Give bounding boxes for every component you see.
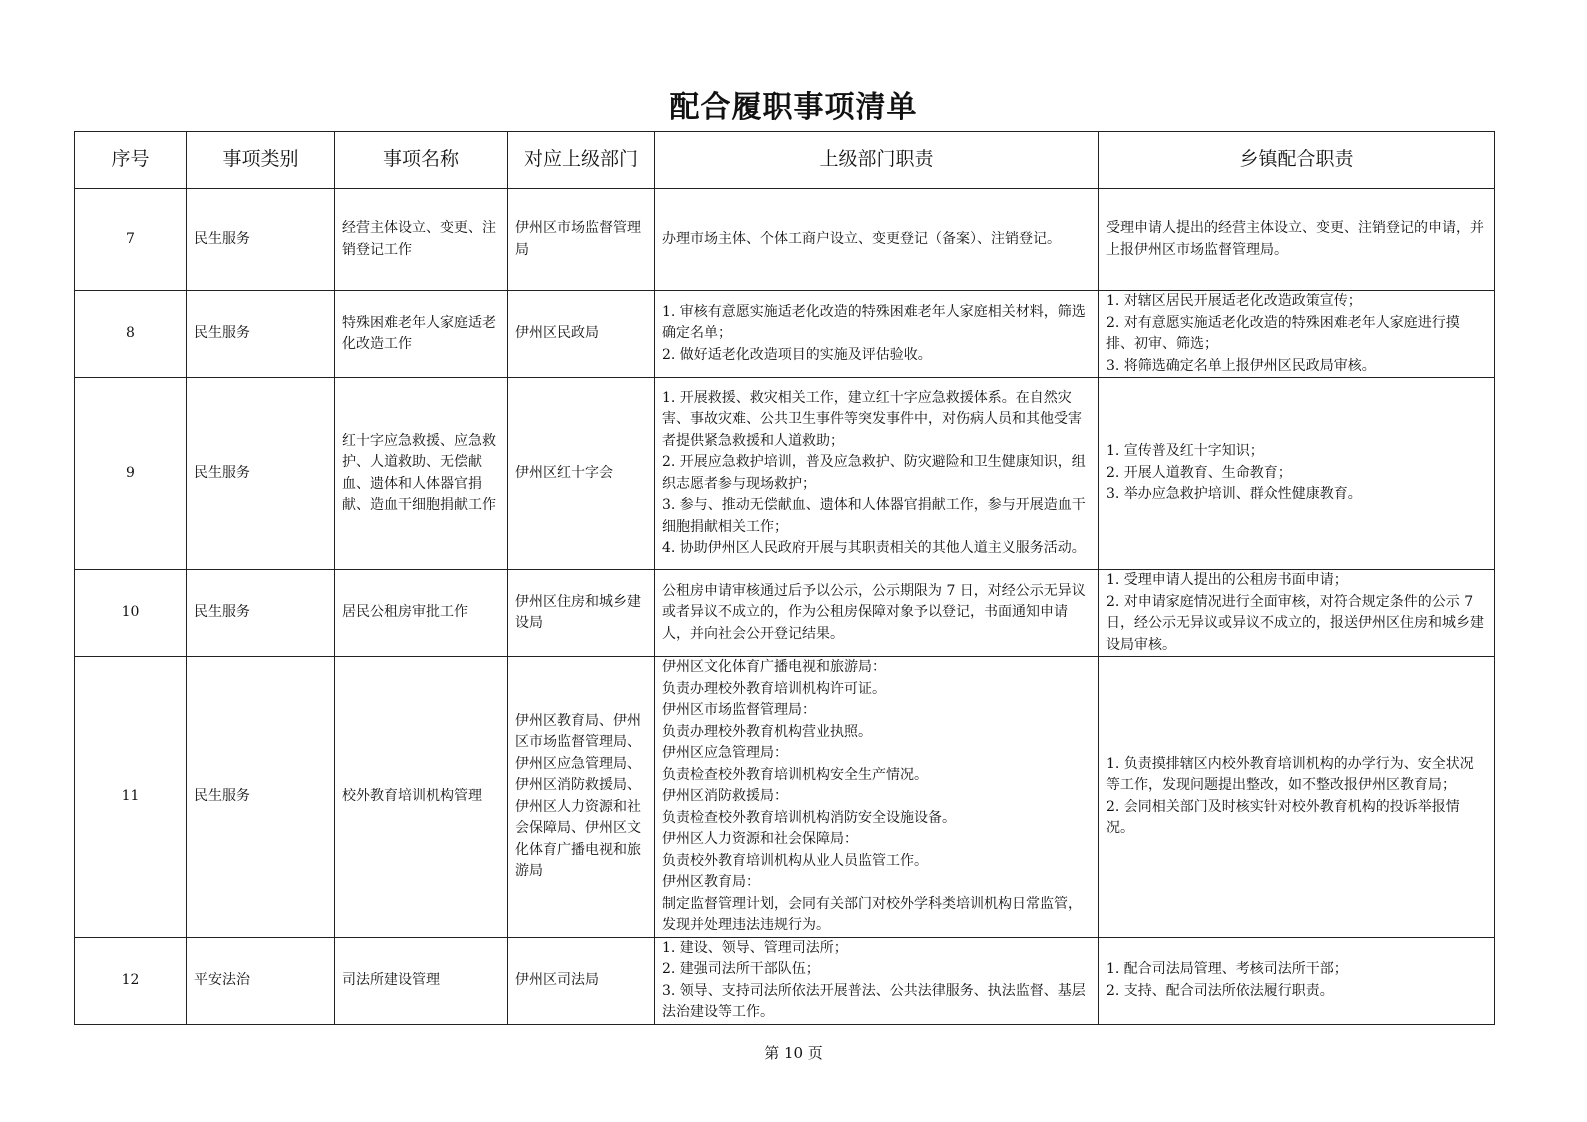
cell-dept: 伊州区住房和城乡建设局 [508,570,655,657]
cell-category: 民生服务 [187,291,335,378]
duties-table [74,131,1495,1025]
cell-no: 7 [75,189,187,291]
cell-name: 红十字应急救援、应急救护、人道救助、无偿献血、遗体和人体器官捐献、造血干细胞捐献工作 [335,378,508,570]
cell-coop: 1. 负责摸排辖区内校外教育培训机构的办学行为、安全状况等工作，发现问题提出整改，如不整改报伊州区教育局； 2. 会同相关部门及时核实针对校外教育机构的投诉举报情况。 [1099,657,1495,938]
cell-name: 司法所建设管理 [335,937,508,1024]
cell-coop: 受理申请人提出的经营主体设立、变更、注销登记的申请，并上报伊州区市场监督管理局。 [1099,189,1495,291]
cell-category: 民生服务 [187,189,335,291]
cell-coop: 1. 对辖区居民开展适老化改造政策宣传； 2. 对有意愿实施适老化改造的特殊困难老年人家庭进行摸排、初审、筛选； 3. 将筛选确定名单上报伊州区民政局审核。 [1099,291,1495,378]
page-number: 第 10 页 [764,1044,823,1062]
cell-coop: 1. 受理申请人提出的公租房书面申请； 2. 对申请家庭情况进行全面审核，对符合规定条件的公示 7 日，经公示无异议或异议不成立的，报送伊州区住房和城乡建设局审核。 [1099,570,1495,657]
cell-category: 民生服务 [187,570,335,657]
header-category: 事项类别 [187,132,335,189]
cell-no: 10 [75,570,187,657]
cell-category: 平安法治 [187,937,335,1024]
cell-dept: 伊州区红十字会 [508,378,655,570]
header-name: 事项名称 [335,132,508,189]
cell-duty: 伊州区文化体育广播电视和旅游局： 负责办理校外教育培训机构许可证。 伊州区市场监督管理局： 负责办理校外教育机构营业执照。 伊州区应急管理局： 负责检查校外教育培训机构安全生产情况。 伊州区消防救援局： 负责检查校外教育培训机构消防安全设施设备。 伊州区人力资源和社会保障局： 负责校外教育培训机构从业人员监管工作。 伊州区教育局： 制定监督管理计划，会同有关部门对校外学科类培训机构日常监管，发现并处理违法违规行为。 [655,657,1099,938]
cell-name: 居民公租房审批工作 [335,570,508,657]
cell-no: 11 [75,657,187,938]
table-row [75,937,1495,1024]
cell-duty: 1. 建设、领导、管理司法所； 2. 建强司法所干部队伍； 3. 领导、支持司法所依法开展普法、公共法律服务、执法监督、基层法治建设等工作。 [655,937,1099,1024]
header-duty: 上级部门职责 [655,132,1099,189]
cell-duty: 办理市场主体、个体工商户设立、变更登记（备案）、注销登记。 [655,189,1099,291]
cell-category: 民生服务 [187,378,335,570]
cell-coop: 1. 配合司法局管理、考核司法所干部； 2. 支持、配合司法所依法履行职责。 [1099,937,1495,1024]
table-row [75,657,1495,938]
cell-no: 12 [75,937,187,1024]
cell-dept: 伊州区民政局 [508,291,655,378]
cell-coop: 1. 宣传普及红十字知识； 2. 开展人道教育、生命教育； 3. 举办应急救护培训、群众性健康教育。 [1099,378,1495,570]
cell-duty: 1. 审核有意愿实施适老化改造的特殊困难老年人家庭相关材料，筛选确定名单； 2. 做好适老化改造项目的实施及评估验收。 [655,291,1099,378]
table-header-row [75,132,1495,189]
cell-duty: 1. 开展救援、救灾相关工作，建立红十字应急救援体系。在自然灾害、事故灾难、公共卫生事件等突发事件中，对伤病人员和其他受害者提供紧急救援和人道救助； 2. 开展应急救护培训，普及应急救护、防灾避险和卫生健康知识，组织志愿者参与现场救护； 3. 参与、推动无偿献血、遗体和人体器官捐献工作，参与开展造血干细胞捐献相关工作； 4. 协助伊州区人民政府开展与其职责相关的其他人道主义服务活动。 [655,378,1099,570]
table-row [75,570,1495,657]
cell-dept: 伊州区市场监督管理局 [508,189,655,291]
cell-duty: 公租房申请审核通过后予以公示，公示期限为 7 日，对经公示无异议或者异议不成立的，作为公租房保障对象予以登记，书面通知申请人，并向社会公开登记结果。 [655,570,1099,657]
header-dept: 对应上级部门 [508,132,655,189]
header-coop: 乡镇配合职责 [1099,132,1495,189]
cell-name: 经营主体设立、变更、注销登记工作 [335,189,508,291]
cell-name: 校外教育培训机构管理 [335,657,508,938]
cell-no: 8 [75,291,187,378]
header-no: 序号 [75,132,187,189]
cell-name: 特殊困难老年人家庭适老化改造工作 [335,291,508,378]
cell-dept: 伊州区司法局 [508,937,655,1024]
cell-dept: 伊州区教育局、伊州区市场监督管理局、伊州区应急管理局、伊州区消防救援局、伊州区人力资源和社会保障局、伊州区文化体育广播电视和旅游局 [508,657,655,938]
page-title: 配合履职事项清单 [669,90,918,125]
cell-no: 9 [75,378,187,570]
table-row [75,378,1495,570]
table-row [75,291,1495,378]
table-row [75,189,1495,291]
cell-category: 民生服务 [187,657,335,938]
